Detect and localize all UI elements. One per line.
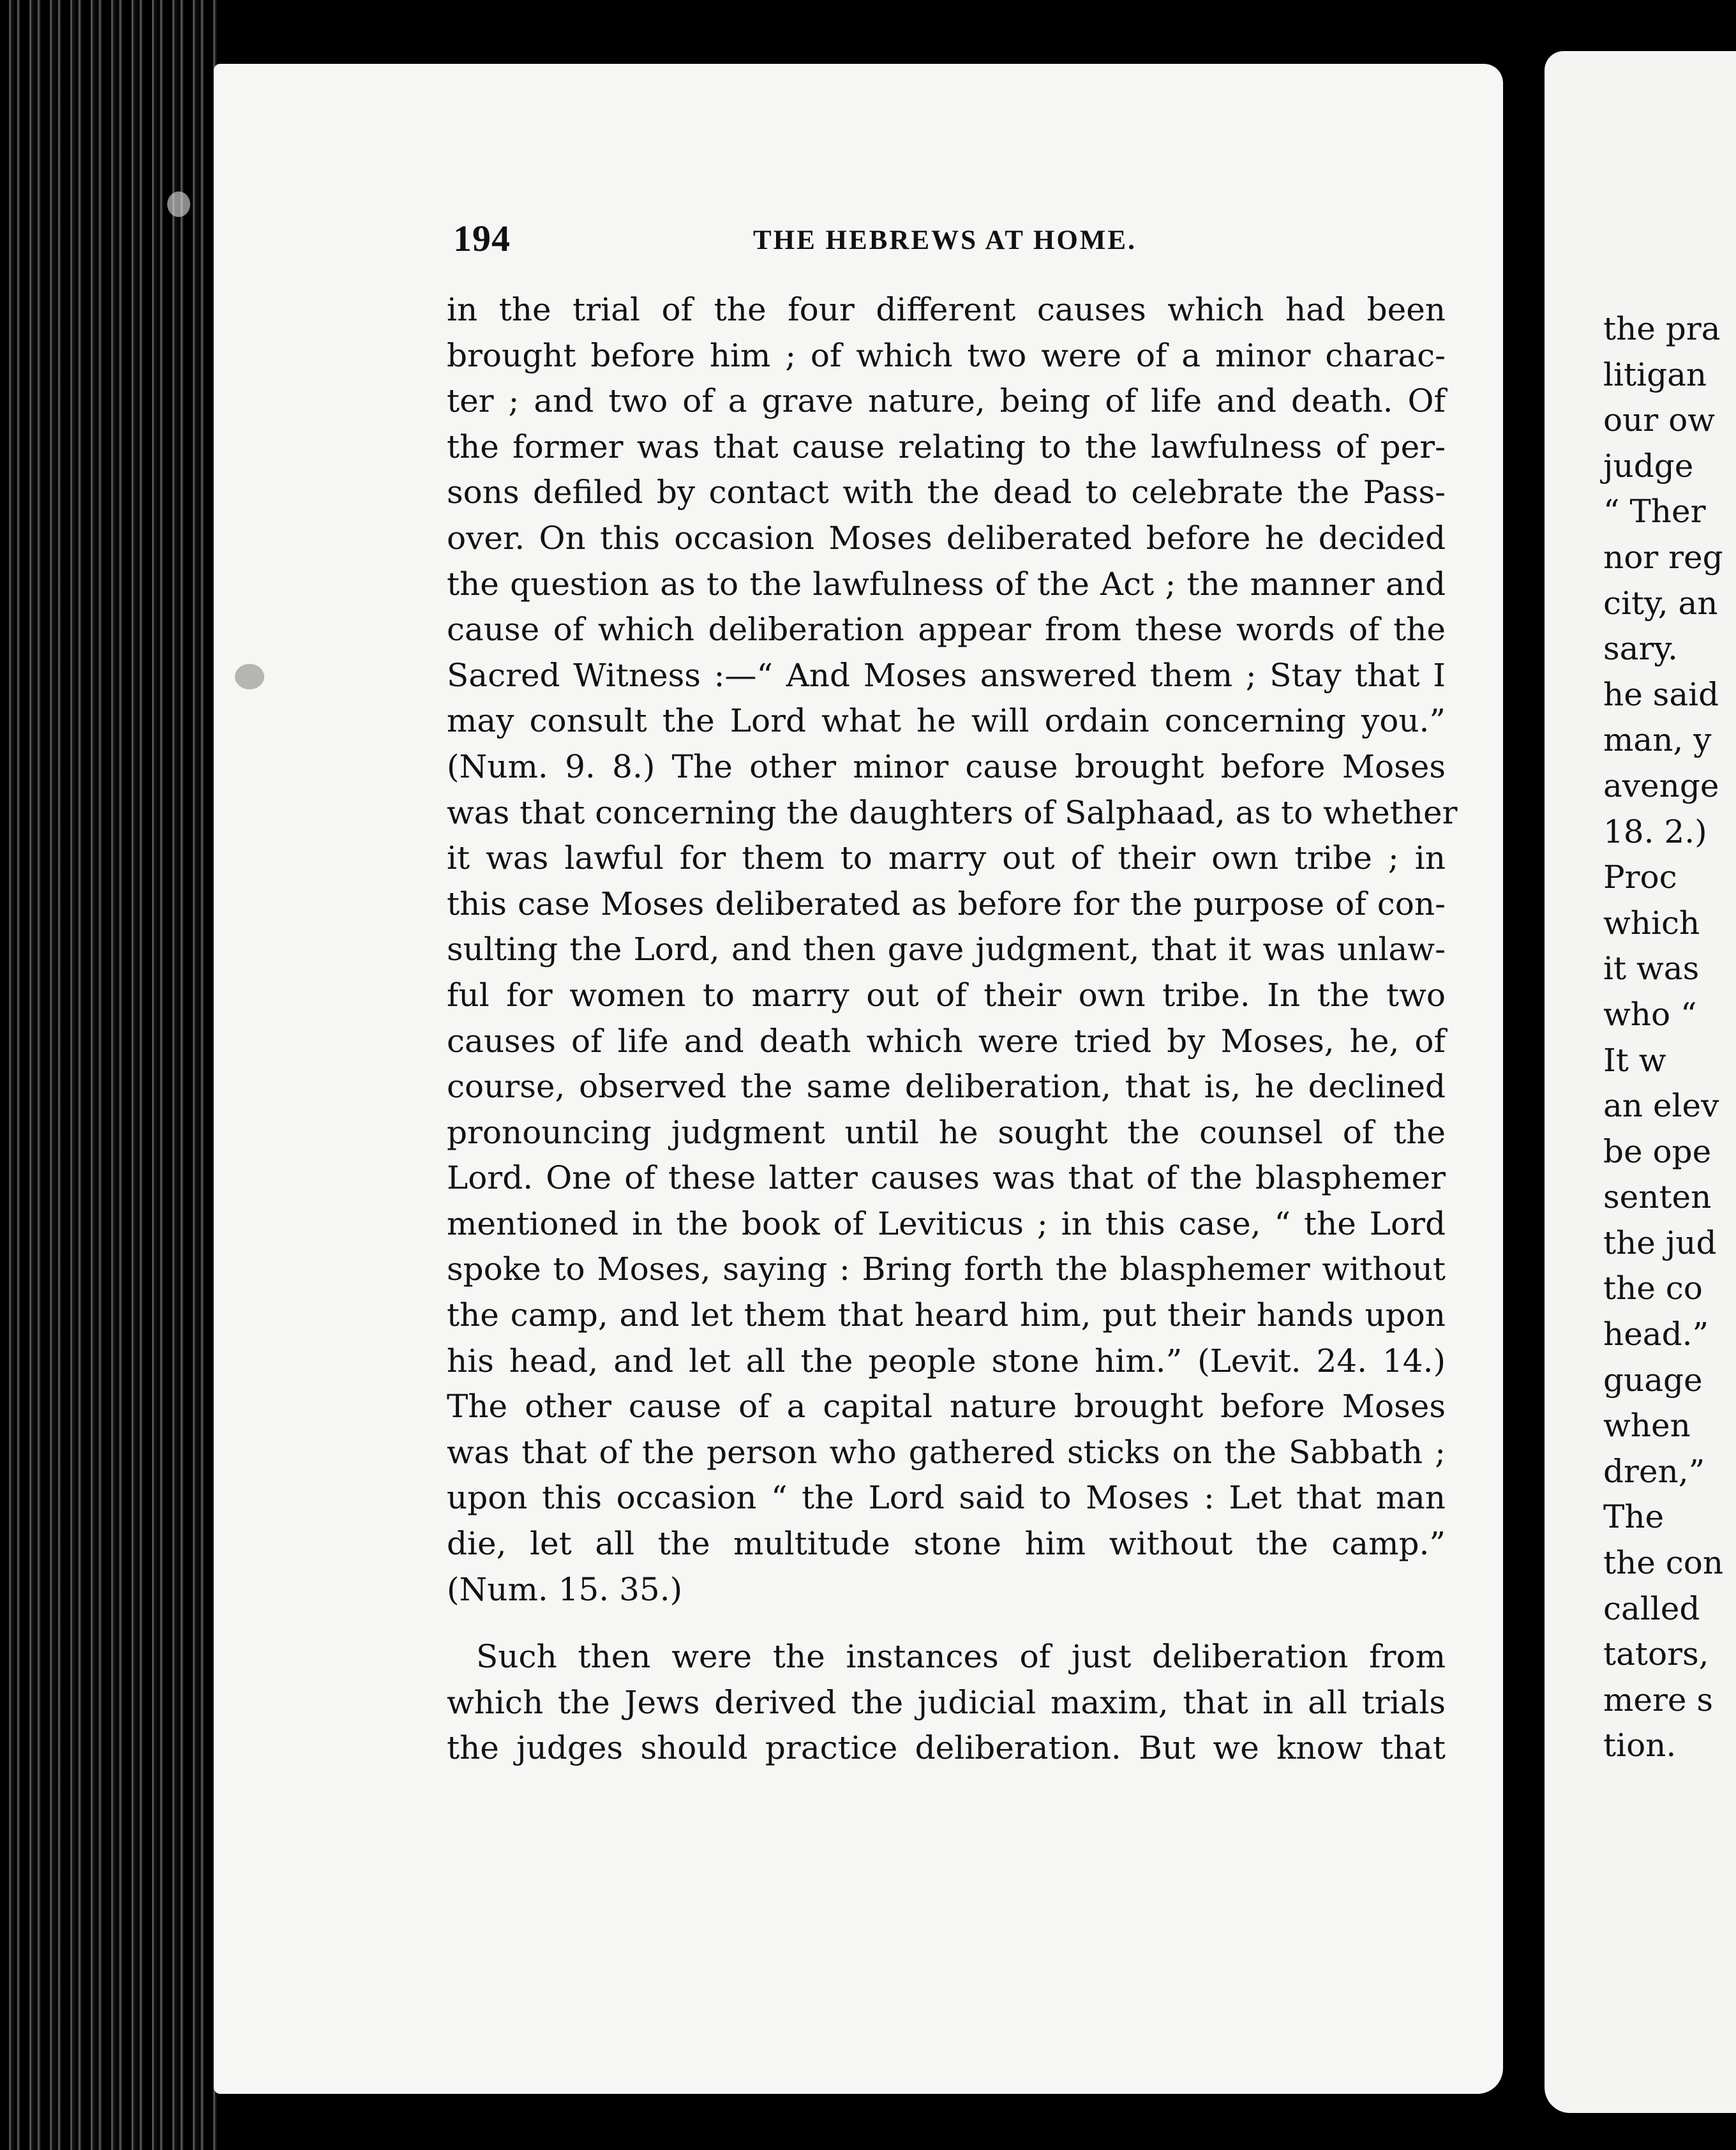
text-line: sons defiled by contact with the dead to celebrate the Pass- [447,474,1446,511]
text-line: it was lawful for them to marry out of their own tribe ; in [447,839,1446,877]
text-line: sulting the Lord, and then gave judgment, that it was unlaw- [447,931,1446,968]
facing-line: he said [1603,675,1719,713]
facing-line: mere s [1603,1681,1714,1718]
text-line: ful for women to marry out of their own tribe. In the two [447,976,1446,1014]
facing-page-text [1603,306,1731,1769]
facing-line: tion. [1603,1727,1677,1764]
facing-line: the jud [1603,1224,1717,1261]
facing-line: sary. [1603,630,1678,668]
text-line: Such then were the instances of just deliberation from [476,1638,1446,1676]
text-line: the judges should practice deliberation. But we know that [447,1729,1446,1767]
text-line: his head, and let all the people stone him.” (Levit. 24. 14.) [447,1342,1446,1379]
text-line: Sacred Witness :—“ And Moses answered them ; Stay that I [447,656,1446,694]
facing-line: man, y [1603,721,1712,759]
text-line: Lord. One of these latter causes was that of the blasphemer [447,1159,1446,1197]
text-line: the camp, and let them that heard him, put their hands upon [447,1297,1446,1334]
facing-line: an elev [1603,1087,1719,1125]
text-line: in the trial of the four different causes which had been [447,291,1446,328]
facing-line: avenge [1603,767,1719,804]
facing-line: our ow [1603,402,1715,439]
facing-line: nor reg [1603,538,1723,576]
facing-line: 18. 2.) [1603,813,1707,850]
facing-line: It w [1603,1041,1666,1079]
facing-line: be ope [1603,1132,1712,1170]
paragraph-break [447,1612,1446,1634]
text-line: which the Jews derived the judicial maxim, that in all trials [447,1683,1446,1721]
text-line: this case Moses deliberated as before for the purpose of con- [447,885,1446,922]
text-line: cause of which deliberation appear from these words of the [447,611,1446,649]
facing-line: “ Ther [1603,493,1706,530]
facing-line: the pra [1603,310,1721,347]
text-line: (Num. 9. 8.) The other minor cause brought before Moses [447,748,1446,785]
facing-line: head.” [1603,1316,1709,1353]
ink-smudge [167,192,190,217]
text-line: the question as to the lawfulness of the Act ; the manner and [447,565,1446,603]
text-line: ter ; and two of a grave nature, being of life and death. Of [447,382,1446,420]
facing-line: the co [1603,1270,1703,1307]
facing-line: Proc [1603,859,1677,896]
page-number: 194 [453,218,511,259]
text-line: die, let all the multitude stone him without the camp.” [447,1525,1446,1563]
text-line: was that concerning the daughters of Salphaad, as to whether [447,793,1458,831]
facing-line: which [1603,904,1700,942]
text-line: mentioned in the book of Leviticus ; in this case, “ the Lord [447,1205,1446,1242]
facing-line: the con [1603,1544,1724,1582]
facing-line: judge [1603,447,1694,485]
text-line: over. On this occasion Moses deliberated before he decided [447,519,1446,557]
facing-line: it was [1603,950,1700,988]
text-line: spoke to Moses, saying : Bring forth the blasphemer without [447,1251,1446,1288]
facing-line: tators, [1603,1635,1709,1673]
main-text [447,287,1458,1771]
text-line: course, observed the same deliberation, that is, he declined [447,1068,1446,1106]
facing-line: city, an [1603,584,1718,622]
text-line: causes of life and death which were tried by Moses, he, of [447,1022,1446,1060]
text-line: pronouncing judgment until he sought the counsel of the [447,1113,1446,1151]
text-line: brought before him ; of which two were of a minor charac- [447,336,1446,374]
facing-line: who “ [1603,995,1697,1033]
text-line: may consult the Lord what he will ordain concerning you.” [447,702,1446,740]
running-head-title: THE HEBREWS AT HOME. [753,225,1137,255]
facing-line: guage [1603,1361,1703,1399]
book-page-edges [0,0,217,2150]
facing-line: litigan [1603,356,1707,393]
facing-line: The [1603,1498,1665,1536]
ink-smudge [235,664,264,689]
text-line: was that of the person who gathered sticks on the Sabbath ; [447,1433,1446,1471]
facing-line: senten [1603,1178,1712,1216]
facing-line: called [1603,1590,1700,1627]
facing-line: when [1603,1407,1691,1445]
text-line: The other cause of a capital nature brought before Moses [447,1388,1446,1425]
text-line: upon this occasion “ the Lord said to Moses : Let that man [447,1479,1446,1517]
facing-line: dren,” [1603,1452,1705,1490]
text-line: (Num. 15. 35.) [447,1570,683,1608]
text-line: the former was that cause relating to the lawfulness of per- [447,428,1446,465]
